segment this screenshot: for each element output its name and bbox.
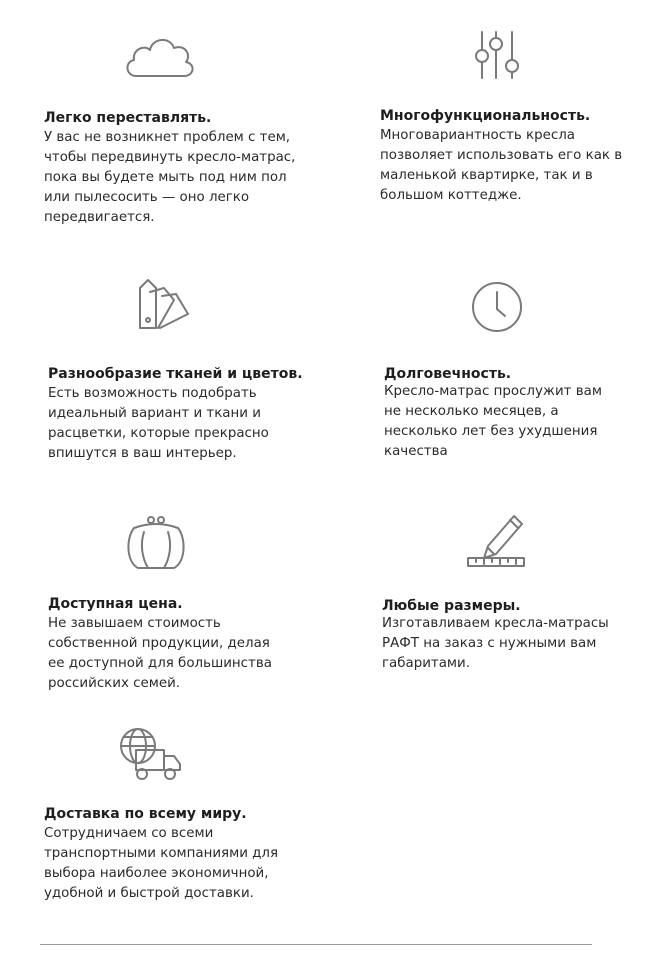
feature-description: Не завышаем стоимость собственной продукции, делая ее доступной для большинства российских семей.: [48, 616, 272, 691]
pencil-ruler-icon: [466, 510, 528, 570]
cloud-icon: [122, 32, 198, 82]
feature-any-size: [330, 500, 660, 710]
feature-title: Доставка по всему миру.: [44, 806, 247, 822]
feature-title: Легко переставлять.: [44, 110, 212, 126]
feature-title: Долговечность.: [384, 366, 512, 382]
bottom-divider: [40, 944, 592, 945]
delivery-truck-globe-icon: [118, 726, 184, 784]
feature-fabric-variety: [0, 260, 330, 480]
sliders-icon: [474, 30, 522, 82]
feature-description: Многовариантность кресла позволяет использовать его как в маленькой квартирке, так и в большом коттедже.: [380, 128, 623, 203]
fabric-swatch-icon: [134, 278, 190, 334]
feature-title: Доступная цена.: [48, 596, 183, 612]
feature-description: Кресло-матрас прослужит вам не несколько месяцев, а несколько лет без ухудшения качества: [384, 384, 602, 459]
feature-durability: [330, 260, 660, 480]
feature-title: Любые размеры.: [382, 598, 521, 614]
feature-easy-to-move: [0, 0, 330, 240]
feature-description: У вас не возникнет проблем с тем, чтобы передвинуть кресло-матрас, пока вы будете мыть под ним пол или пылесосить — оно легко передвигается.: [44, 130, 296, 225]
feature-description: Изготавливаем кресла-матрасы РАФТ на заказ с нужными вам габаритами.: [382, 616, 609, 671]
feature-title: Разнообразие тканей и цветов.: [48, 366, 303, 382]
feature-description: Сотрудничаем со всеми транспортными компаниями для выбора наиболее экономичной, удобной и быстрой доставки.: [44, 826, 279, 901]
feature-multifunctional: [330, 0, 660, 240]
purse-icon: [124, 514, 188, 572]
feature-affordable-price: [0, 500, 330, 710]
feature-title: Многофункциональность.: [380, 108, 591, 124]
clock-icon: [470, 280, 524, 334]
feature-worldwide-delivery: [0, 710, 330, 920]
feature-description: Есть возможность подобрать идеальный вариант и ткани и расцветки, которые прекрасно впишутся в ваш интерьер.: [48, 386, 269, 461]
